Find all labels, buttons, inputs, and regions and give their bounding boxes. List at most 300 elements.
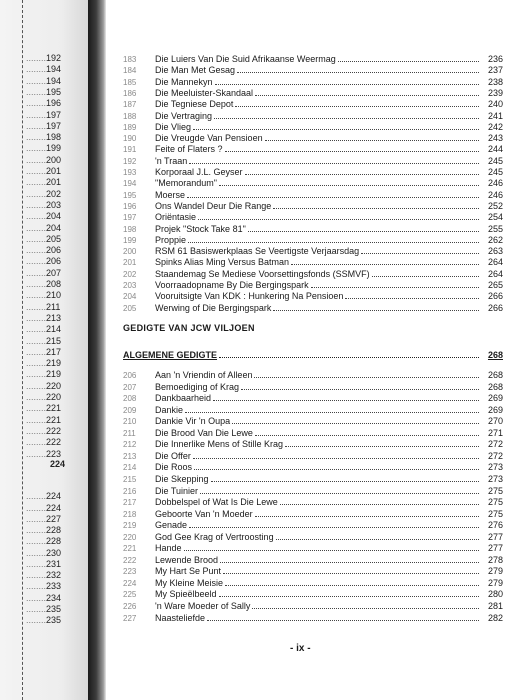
entry-page: 277 bbox=[487, 531, 503, 542]
entry-page: 242 bbox=[487, 121, 503, 132]
entry-title: Werwing of Die Bergingspark bbox=[155, 302, 272, 313]
entry-title: Projek "Stock Take 81" bbox=[155, 223, 246, 234]
entry-number: 218 bbox=[123, 509, 137, 519]
dot-leader bbox=[345, 290, 479, 299]
entry-title: Aan 'n Vriendin of Alleen bbox=[155, 370, 253, 380]
left-page-entry bbox=[26, 437, 78, 448]
entry-title: Die Innerlike Mens of Stille Krag bbox=[155, 439, 284, 450]
dot-leader bbox=[213, 392, 479, 401]
toc-entry bbox=[123, 177, 503, 188]
dot-leader: ........ bbox=[26, 120, 47, 131]
entry-title: Die Luiers Van Die Suid Afrikaanse Weermag bbox=[155, 54, 336, 64]
left-entry-page: 232 bbox=[46, 570, 62, 580]
entry-title: God Gee Krag of Vertroosting bbox=[155, 531, 274, 542]
left-entry-page: 206 bbox=[46, 245, 62, 256]
entry-number: 208 bbox=[123, 394, 137, 404]
entry-page: 268 bbox=[487, 370, 503, 380]
dot-leader bbox=[214, 110, 479, 119]
entry-number: 186 bbox=[123, 88, 137, 98]
dot-leader bbox=[184, 542, 479, 551]
entry-title: Genade bbox=[155, 520, 188, 531]
toc-entry bbox=[123, 200, 503, 211]
dot-leader: ........ bbox=[26, 558, 47, 569]
left-entry-page: 235 bbox=[46, 615, 62, 625]
entry-number: 195 bbox=[123, 190, 137, 200]
toc-entry bbox=[123, 404, 503, 415]
dot-leader: ........ bbox=[26, 75, 47, 86]
entry-number: 197 bbox=[123, 213, 137, 223]
left-entry-page: 204 bbox=[46, 222, 62, 233]
toc-entry bbox=[123, 588, 503, 599]
entry-number: 203 bbox=[123, 281, 137, 290]
left-page-entry bbox=[26, 324, 78, 335]
entry-number: 190 bbox=[123, 134, 137, 144]
entry-page: 279 bbox=[487, 566, 503, 577]
left-entry-page: 200 bbox=[46, 154, 62, 165]
left-entry-page: 201 bbox=[46, 177, 62, 188]
left-page-entry bbox=[26, 211, 78, 222]
toc-entry bbox=[123, 542, 503, 553]
entry-page: 244 bbox=[487, 144, 503, 155]
entry-page: 273 bbox=[487, 462, 503, 473]
dot-leader: ........ bbox=[26, 380, 47, 391]
dot-leader bbox=[255, 87, 479, 96]
entry-number: 210 bbox=[123, 417, 137, 427]
dot-leader: ........ bbox=[26, 154, 47, 165]
entry-title: Hande bbox=[155, 543, 182, 554]
left-entry-page: 210 bbox=[46, 290, 62, 301]
left-page-entry bbox=[26, 155, 78, 166]
left-entry-page: 221 bbox=[46, 403, 62, 414]
left-page-entry bbox=[26, 381, 78, 392]
left-page-entry bbox=[26, 200, 78, 211]
dot-leader: ........ bbox=[26, 437, 47, 448]
toc-entry bbox=[123, 565, 503, 576]
entry-number: 199 bbox=[123, 235, 137, 245]
dot-leader bbox=[219, 349, 479, 358]
left-page-margin-rule bbox=[0, 0, 23, 700]
dot-leader: ........ bbox=[26, 369, 47, 380]
entry-page: 272 bbox=[487, 439, 503, 450]
entry-title: Korporaal J.L. Geyser bbox=[155, 167, 243, 177]
entry-page: 262 bbox=[487, 234, 503, 245]
entry-number: 220 bbox=[123, 532, 137, 542]
dot-leader: ........ bbox=[26, 536, 47, 547]
entry-number: 205 bbox=[123, 303, 137, 313]
left-page-entry bbox=[26, 53, 78, 64]
entry-page: 245 bbox=[487, 167, 503, 177]
entry-page: 280 bbox=[487, 589, 503, 600]
entry-number: 222 bbox=[123, 555, 137, 565]
dot-leader: ........ bbox=[26, 222, 47, 233]
entry-page: 279 bbox=[487, 577, 503, 588]
dot-leader bbox=[254, 369, 479, 378]
left-entry-page: 224 bbox=[50, 459, 66, 469]
subsection-heading bbox=[123, 349, 503, 361]
toc-entry bbox=[123, 211, 503, 222]
entry-title: My Spieëlbeeld bbox=[155, 589, 217, 600]
toc-entry bbox=[123, 427, 503, 438]
entry-number: 221 bbox=[123, 544, 137, 554]
left-entry-page: 222 bbox=[46, 425, 62, 436]
entry-number: 207 bbox=[123, 382, 137, 392]
dot-leader: ........ bbox=[26, 615, 47, 625]
entry-page: 275 bbox=[487, 497, 503, 508]
entry-page: 272 bbox=[487, 450, 503, 461]
entry-page: 269 bbox=[487, 404, 503, 415]
entry-page: 275 bbox=[487, 485, 503, 496]
dot-leader bbox=[248, 223, 479, 232]
dot-leader: ........ bbox=[26, 279, 47, 289]
left-entry-page: 199 bbox=[46, 143, 62, 154]
entry-number: 191 bbox=[123, 145, 137, 155]
book-spine-shadow bbox=[88, 0, 106, 700]
toc-entry bbox=[123, 132, 503, 143]
entry-title: Spinks Alias Ming Versus Batman bbox=[155, 257, 290, 268]
left-entry-page: 228 bbox=[46, 536, 62, 547]
entry-number: 217 bbox=[123, 498, 137, 508]
entry-number: 226 bbox=[123, 602, 137, 611]
left-page-entry bbox=[26, 593, 78, 604]
left-page-entry bbox=[26, 369, 78, 380]
left-page-entry bbox=[26, 347, 78, 358]
left-page-entry bbox=[26, 548, 78, 559]
left-page-entry bbox=[26, 121, 78, 132]
entry-page: 273 bbox=[487, 473, 503, 484]
left-entry-page: 202 bbox=[46, 188, 62, 199]
dot-leader: ........ bbox=[26, 581, 47, 592]
entry-number: 204 bbox=[123, 292, 137, 302]
left-page-entry bbox=[26, 64, 78, 75]
left-page-entry bbox=[26, 189, 78, 200]
entry-title: Die Mannekyn bbox=[155, 76, 213, 87]
entry-page: 269 bbox=[487, 393, 503, 404]
left-page-entry bbox=[26, 302, 78, 313]
entry-page: 281 bbox=[487, 601, 503, 611]
entry-title: Oriëntasie bbox=[155, 212, 197, 223]
left-page-entry bbox=[26, 166, 78, 177]
dot-leader bbox=[219, 588, 479, 597]
entry-number: 211 bbox=[123, 428, 136, 438]
toc-entry bbox=[123, 53, 503, 64]
dot-leader: ........ bbox=[26, 233, 47, 244]
entry-title: Moerse bbox=[155, 189, 186, 200]
toc-entry bbox=[123, 143, 503, 154]
entry-title: Ons Wandel Deur Die Range bbox=[155, 200, 272, 211]
entry-number: 188 bbox=[123, 111, 137, 121]
left-entry-page: 224 bbox=[46, 491, 62, 502]
dot-leader bbox=[291, 256, 479, 265]
left-entry-page: 217 bbox=[46, 346, 62, 357]
left-page-entry bbox=[26, 604, 78, 615]
entry-number: 196 bbox=[123, 201, 137, 211]
left-entry-page: 220 bbox=[46, 392, 62, 402]
dot-leader bbox=[361, 245, 479, 254]
entry-title: Die Meeluister-Skandaal bbox=[155, 87, 254, 98]
toc-entry bbox=[123, 64, 503, 75]
left-page-entry bbox=[26, 76, 78, 87]
left-page-entry bbox=[26, 132, 78, 143]
entry-title: Dankbaarheid bbox=[155, 393, 212, 404]
entry-page: 254 bbox=[487, 212, 503, 223]
entry-number: 192 bbox=[123, 156, 137, 166]
entry-page: 255 bbox=[487, 223, 503, 234]
dot-leader: ........ bbox=[26, 448, 47, 459]
dot-leader: ........ bbox=[26, 64, 47, 75]
left-entry-page: 203 bbox=[46, 199, 62, 210]
dot-leader: ........ bbox=[26, 53, 47, 63]
dot-leader: ........ bbox=[26, 132, 47, 143]
dot-leader: ........ bbox=[26, 166, 47, 176]
entry-page: 271 bbox=[487, 427, 503, 438]
dot-leader bbox=[189, 155, 479, 164]
left-entry-page: 194 bbox=[46, 75, 62, 86]
subsection-page: 268 bbox=[487, 350, 503, 360]
left-page-entry bbox=[26, 570, 78, 581]
dot-leader bbox=[338, 53, 479, 62]
entry-number: 193 bbox=[123, 168, 137, 177]
dot-leader: ........ bbox=[26, 109, 47, 120]
left-entry-page: 201 bbox=[46, 166, 62, 176]
dot-leader: ........ bbox=[26, 491, 47, 502]
left-entry-page: 222 bbox=[46, 437, 62, 448]
entry-title: Dankie Vir 'n Oupa bbox=[155, 416, 231, 427]
left-page-entry bbox=[26, 256, 78, 267]
dot-leader: ........ bbox=[26, 324, 47, 335]
toc-entry bbox=[123, 98, 503, 109]
dot-leader bbox=[280, 496, 479, 505]
left-page-entry bbox=[26, 525, 78, 536]
left-entry-page: 195 bbox=[46, 86, 62, 97]
toc-entry bbox=[123, 290, 503, 301]
entry-title: My Hart Se Punt bbox=[155, 566, 222, 577]
entry-number: 223 bbox=[123, 567, 137, 577]
left-page-entry bbox=[26, 449, 78, 460]
toc-entry bbox=[123, 415, 503, 426]
dot-leader: ........ bbox=[26, 592, 47, 603]
dot-leader: ........ bbox=[26, 392, 47, 402]
dot-leader: ........ bbox=[26, 547, 47, 558]
entry-title: Die Skepping bbox=[155, 473, 209, 484]
toc-entry bbox=[123, 612, 503, 623]
dot-leader: ........ bbox=[26, 312, 47, 323]
dot-leader: ........ bbox=[26, 177, 47, 188]
dot-leader: ........ bbox=[26, 256, 47, 267]
entry-title: Die Brood Van Die Lewe bbox=[155, 427, 253, 438]
left-page-entry bbox=[26, 234, 78, 245]
entry-number: 225 bbox=[123, 590, 137, 600]
entry-title: Staandemag Se Mediese Voorsettingsfonds (SSMVF) bbox=[155, 268, 370, 279]
left-entry-page: 221 bbox=[46, 414, 62, 425]
dot-leader bbox=[220, 554, 479, 563]
left-page-entry bbox=[26, 98, 78, 109]
toc-entry bbox=[123, 577, 503, 588]
entry-title: Bemoediging of Krag bbox=[155, 381, 240, 392]
left-page-entry bbox=[26, 268, 78, 279]
toc-entry bbox=[123, 392, 503, 403]
toc-entry bbox=[123, 234, 503, 245]
toc-entry bbox=[123, 508, 503, 519]
left-entry-page: 198 bbox=[46, 132, 62, 143]
dot-leader bbox=[273, 302, 479, 311]
entry-page: 246 bbox=[487, 178, 503, 189]
left-entry-page: 227 bbox=[46, 513, 62, 524]
left-page-entry bbox=[26, 536, 78, 547]
entry-title: 'n Traan bbox=[155, 155, 188, 166]
entry-number: 212 bbox=[123, 440, 137, 450]
entry-page: 252 bbox=[487, 200, 503, 211]
subsection-title: ALGEMENE GEDIGTE bbox=[123, 350, 218, 360]
dot-leader: ........ bbox=[26, 267, 47, 278]
dot-leader: ........ bbox=[26, 502, 47, 513]
toc-entry bbox=[123, 245, 503, 256]
dot-leader bbox=[241, 381, 479, 390]
left-entry-page: 208 bbox=[46, 279, 62, 289]
entry-number: 213 bbox=[123, 451, 137, 461]
left-entry-page: 219 bbox=[46, 358, 62, 369]
left-page-entry bbox=[26, 245, 78, 256]
entry-title: Die Vreugde Van Pensioen bbox=[155, 133, 263, 144]
left-page-entry bbox=[26, 403, 78, 414]
entry-page: 265 bbox=[487, 280, 503, 290]
entry-title: Die Vlieg bbox=[155, 121, 192, 132]
left-entry-page: 197 bbox=[46, 120, 62, 131]
toc-entry bbox=[123, 485, 503, 496]
left-entry-page: 235 bbox=[46, 603, 62, 614]
entry-page: 243 bbox=[487, 133, 503, 144]
left-entry-page: 213 bbox=[46, 312, 62, 323]
dot-leader bbox=[198, 211, 479, 220]
left-page-entry bbox=[26, 581, 78, 592]
dot-leader bbox=[225, 577, 479, 586]
dot-leader bbox=[193, 121, 479, 130]
left-entry-page: 205 bbox=[46, 233, 62, 244]
entry-page: 237 bbox=[487, 65, 503, 76]
entry-page: 266 bbox=[487, 302, 503, 313]
left-entry-page: 228 bbox=[46, 525, 62, 535]
dot-leader: ........ bbox=[26, 525, 47, 535]
dot-leader: ........ bbox=[26, 301, 47, 312]
dot-leader bbox=[215, 76, 479, 85]
dot-leader: ........ bbox=[26, 199, 47, 210]
entry-page: 239 bbox=[487, 87, 503, 98]
left-page-entry bbox=[26, 290, 78, 301]
dot-leader: ........ bbox=[26, 513, 47, 524]
dot-leader bbox=[207, 612, 479, 621]
dot-leader: ........ bbox=[26, 414, 47, 425]
entry-page: 282 bbox=[487, 612, 503, 623]
entry-number: 209 bbox=[123, 405, 137, 415]
dot-leader bbox=[255, 508, 479, 517]
entry-page: 268 bbox=[487, 381, 503, 392]
dot-leader: ........ bbox=[26, 211, 47, 222]
entry-page: 241 bbox=[487, 110, 503, 121]
dot-leader: ........ bbox=[26, 98, 47, 109]
left-page-entry bbox=[26, 313, 78, 324]
dot-leader bbox=[252, 600, 479, 609]
dot-leader: ........ bbox=[26, 86, 47, 97]
left-page-entry bbox=[26, 143, 78, 154]
dot-leader bbox=[185, 404, 479, 413]
left-page-entry bbox=[26, 491, 78, 502]
dot-leader bbox=[194, 461, 479, 470]
dot-leader: ........ bbox=[26, 245, 47, 256]
toc-entry bbox=[123, 256, 503, 267]
left-page-entry bbox=[50, 459, 88, 470]
left-page-entry bbox=[26, 223, 78, 234]
toc-entry bbox=[123, 600, 503, 611]
dot-leader bbox=[265, 132, 479, 141]
entry-page: 245 bbox=[487, 155, 503, 166]
dot-leader bbox=[188, 234, 479, 243]
entry-title: Dobbelspel of Wat Is Die Lewe bbox=[155, 497, 278, 508]
left-entry-page: 230 bbox=[46, 547, 62, 558]
left-entry-page: 233 bbox=[46, 581, 62, 592]
entry-page: 266 bbox=[487, 291, 503, 302]
entry-title: Geboorte Van 'n Moeder bbox=[155, 508, 253, 519]
left-page-entry bbox=[26, 392, 78, 403]
left-entry-page: 207 bbox=[46, 267, 62, 278]
entry-title: Die Roos bbox=[155, 462, 193, 473]
toc-entry bbox=[123, 189, 503, 200]
section-heading: GEDIGTE VAN JCW VILJOEN bbox=[123, 323, 255, 333]
entry-number: 202 bbox=[123, 269, 137, 279]
entry-page: 264 bbox=[487, 257, 503, 268]
dot-leader bbox=[245, 166, 479, 175]
toc-entry bbox=[123, 450, 503, 461]
entry-page: 263 bbox=[487, 246, 503, 257]
entry-page: 240 bbox=[487, 99, 503, 110]
entry-number: 200 bbox=[123, 247, 137, 257]
entry-page: 278 bbox=[487, 554, 503, 565]
left-entry-page: 196 bbox=[46, 98, 62, 109]
left-page-entry bbox=[26, 279, 78, 290]
left-entry-page: 220 bbox=[46, 380, 62, 391]
dot-leader bbox=[223, 565, 479, 574]
dot-leader: ........ bbox=[26, 335, 47, 346]
dot-leader: ........ bbox=[26, 188, 47, 199]
entry-title: Naasteliefde bbox=[155, 612, 206, 623]
toc-entry bbox=[123, 121, 503, 132]
dot-leader bbox=[235, 98, 479, 107]
toc-entry bbox=[123, 268, 503, 279]
left-entry-page: 219 bbox=[46, 369, 62, 380]
entry-title: Die Man Met Gesag bbox=[155, 65, 236, 76]
entry-number: 215 bbox=[123, 474, 137, 484]
toc-entry bbox=[123, 554, 503, 565]
dot-leader bbox=[237, 64, 479, 73]
dot-leader bbox=[225, 143, 479, 152]
left-page-entry bbox=[26, 177, 78, 188]
entry-number: 183 bbox=[123, 55, 137, 64]
left-entry-page: 223 bbox=[46, 448, 62, 459]
toc-entry bbox=[123, 496, 503, 507]
left-page-entry bbox=[26, 615, 78, 626]
entry-number: 219 bbox=[123, 521, 137, 531]
left-page-entry bbox=[26, 415, 78, 426]
entry-number: 224 bbox=[123, 578, 137, 588]
entry-page: 246 bbox=[487, 189, 503, 200]
entry-title: Lewende Brood bbox=[155, 554, 219, 565]
entry-title: Dankie bbox=[155, 404, 184, 415]
left-entry-page: 204 bbox=[46, 211, 62, 222]
left-page-entry bbox=[26, 110, 78, 121]
entry-number: 227 bbox=[123, 613, 137, 623]
dot-leader: ........ bbox=[26, 290, 47, 301]
entry-number: 206 bbox=[123, 371, 137, 380]
left-entry-page: 234 bbox=[46, 592, 62, 603]
entry-title: Feite of Flaters ? bbox=[155, 144, 223, 155]
